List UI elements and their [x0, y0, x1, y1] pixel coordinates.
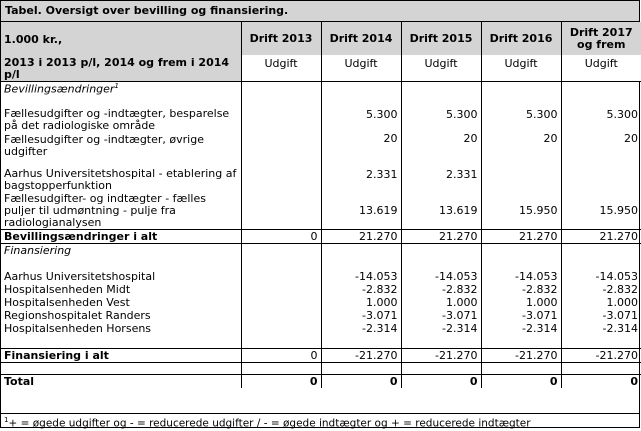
row-label: Total: [4, 375, 35, 388]
cell: [241, 309, 321, 322]
cell: -3.071: [561, 309, 641, 322]
cell: 21.270: [321, 230, 401, 244]
cell: 20: [401, 132, 481, 158]
row-label: Aarhus Universitetshospital - etablering af bagstopperfunktion: [4, 166, 237, 192]
col-header-2016: Drift 2016: [481, 22, 561, 55]
table-row: [1, 283, 641, 296]
cell: [241, 270, 321, 283]
cell: -21.270: [401, 349, 481, 363]
cell: 0: [561, 375, 641, 389]
cell: 5.300: [401, 98, 481, 132]
cell: 1.000: [401, 296, 481, 309]
cell: 15.950: [481, 192, 561, 230]
cell: 0: [241, 230, 321, 244]
row-label: Hospitalsenheden Vest: [4, 295, 130, 309]
cell: [241, 192, 321, 230]
cell: -14.053: [321, 270, 401, 283]
sub-label-2016: Udgift: [481, 55, 561, 82]
table-footnote: $^1$+ = øgede udgifter og - = reducerede udgifter / - = øgede indtægter og + = reducerede indtægter: [1, 413, 639, 427]
cell: 1.000: [481, 296, 561, 309]
cell: -14.053: [481, 270, 561, 283]
table-row: [1, 132, 641, 158]
cell: 21.270: [561, 230, 641, 244]
row-label: Aarhus Universitetshospital: [4, 269, 156, 283]
col-header-2015: Drift 2015: [401, 22, 481, 55]
cell: 21.270: [481, 230, 561, 244]
col-header-2017: Drift 2017 og frem: [561, 22, 641, 55]
cell: 13.619: [401, 192, 481, 230]
spacer-row: [1, 258, 641, 270]
cell: -2.314: [321, 322, 401, 335]
table-row: [1, 158, 641, 192]
cell: 1.000: [561, 296, 641, 309]
cell: -2.832: [321, 283, 401, 296]
row-label: Finansiering i alt: [1, 349, 241, 363]
cell: 0: [241, 349, 321, 363]
sub-label-2017: Udgift: [561, 55, 641, 82]
cell: 2.331: [401, 158, 481, 192]
cell: 0: [241, 375, 321, 389]
section-heading: Finansiering: [4, 244, 72, 257]
cell: 0: [401, 375, 481, 389]
row-label: Hospitalsenheden Midt: [4, 282, 131, 296]
cell: -14.053: [401, 270, 481, 283]
table-row: [1, 98, 641, 132]
section-bevilling: [1, 82, 641, 98]
col-header-2013: Drift 2013: [241, 22, 321, 55]
total-row-bevilling: [1, 230, 641, 244]
cell: 0: [481, 375, 561, 389]
cell: 0: [321, 375, 401, 389]
cell: 20: [321, 132, 401, 158]
row-label: Fællesudgifter og -indtægter, øvrige udgifter: [4, 132, 204, 158]
cell: [561, 158, 641, 192]
sub-label-2013: Udgift: [241, 55, 321, 82]
cell: -3.071: [481, 309, 561, 322]
table-row: [1, 192, 641, 230]
section-finansiering: [1, 244, 641, 258]
cell: [241, 98, 321, 132]
cell: -14.053: [561, 270, 641, 283]
cell: 5.300: [481, 98, 561, 132]
cell: -3.071: [401, 309, 481, 322]
table-row: [1, 309, 641, 322]
cell: -2.832: [401, 283, 481, 296]
cell: -21.270: [321, 349, 401, 363]
cell: 1.000: [321, 296, 401, 309]
cell: 2.331: [321, 158, 401, 192]
cell: -21.270: [561, 349, 641, 363]
cell: -2.314: [561, 322, 641, 335]
cell: 15.950: [561, 192, 641, 230]
cell: [241, 158, 321, 192]
row-label: Regionshospitalet Randers: [4, 308, 151, 322]
spacer-row: [1, 363, 641, 375]
cell: [241, 132, 321, 158]
spacer-row: [1, 335, 641, 349]
cell: -3.071: [321, 309, 401, 322]
sub-label-2014: Udgift: [321, 55, 401, 82]
cell: [241, 322, 321, 335]
cell: 13.619: [321, 192, 401, 230]
section-heading: Bevillingsændringer$^1$: [4, 82, 119, 96]
subheader-row: [1, 55, 641, 82]
col-header-2014: Drift 2014: [321, 22, 401, 55]
cell: 21.270: [401, 230, 481, 244]
cell: [241, 296, 321, 309]
row-label: Bevillingsændringer i alt: [1, 230, 241, 244]
cell: -2.314: [481, 322, 561, 335]
row-label: Hospitalsenheden Horsens: [4, 321, 152, 335]
total-row-finansiering: [1, 349, 641, 363]
cell: -21.270: [481, 349, 561, 363]
cell: 20: [481, 132, 561, 158]
cell: 5.300: [561, 98, 641, 132]
row-label: Fællesudgifter og -indtægter, besparelse på det radiologiske område: [4, 106, 230, 132]
header-row: [1, 22, 641, 55]
price-note: 2013 i 2013 p/l, 2014 og frem i 2014 p/l: [1, 55, 241, 82]
table-title: Tabel. Oversigt over bevilling og finansiering.: [1, 1, 639, 22]
cell: [241, 283, 321, 296]
unit-label: 1.000 kr.,: [1, 22, 241, 55]
row-label: Fællesudgifter- og indtægter - fælles puljer til udmøntning - pulje fra radiologianalysen: [4, 192, 206, 229]
budget-table: [1, 22, 641, 388]
cell: 20: [561, 132, 641, 158]
table-row: [1, 270, 641, 283]
cell: -2.832: [481, 283, 561, 296]
cell: [481, 158, 561, 192]
cell: -2.314: [401, 322, 481, 335]
cell: -2.832: [561, 283, 641, 296]
cell: 5.300: [321, 98, 401, 132]
table-row: [1, 296, 641, 309]
table-row: [1, 322, 641, 335]
grand-total-row: [1, 375, 641, 389]
sub-label-2015: Udgift: [401, 55, 481, 82]
